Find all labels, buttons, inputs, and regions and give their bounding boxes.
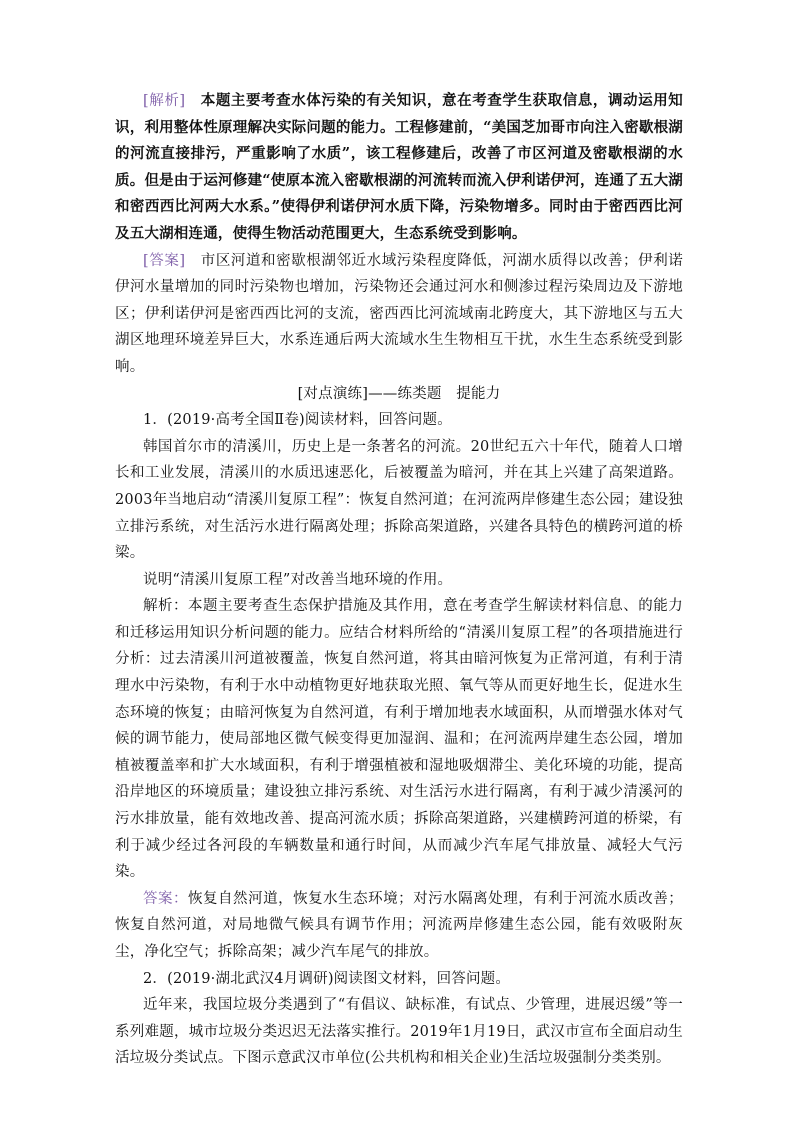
answer-tag: [答案]: [143, 252, 186, 269]
section-title: [对点演练]——练类题 提能力: [297, 385, 501, 402]
analysis-paragraph-1: [115, 88, 683, 248]
answer-paragraph-1: [115, 248, 683, 381]
analysis-text: 本题主要考查水体污染的有关知识，意在考查学生获取信息，调动运用知识，利用整体性原理解决实际问题的能力。工程修建前，“美国芝加哥市向注入密歇根湖的河流直接排污，严重影响了水质”，该工程修建后，改善了市区河道及密歇根湖的水质。但是由于运河修建“使原本流入密歇根湖的河流转而流入伊利诺伊河，连通了五大湖和密西西比河两大水系。”使得伊利诺伊河水质下降，污染物增多。同时由于密西西比河及五大湖相连通，使得生物活动范围更大，生态系统受到影响。: [115, 92, 683, 242]
answer-text: 恢复自然河道，恢复水生态环境；对污水隔离处理，有利于河流水质改善；恢复自然河道，对局地微气候具有调节作用；河流两岸修建生态公园，能有效吸附灰尘，净化空气；拆除高架；减少汽车尾气的排放。: [115, 890, 683, 960]
question-1-header: 1．(2019·高考全国Ⅱ卷)阅读材料，回答问题。: [143, 412, 452, 429]
question-1-answer: [115, 886, 683, 966]
document-content: [115, 88, 683, 1072]
answer-text: 市区河道和密歇根湖邻近水域污染程度降低，河湖水质得以改善；伊利诺伊河水量增加的同时污染物也增加，污染物还会通过河水和侧渗过程污染周边及下游地区；伊利诺伊河是密西西比河的支流，密西西比河流域南北跨度大，其下游地区与五大湖区地理环境差异巨大，水系连通后两大流域水生生物相互干扰，水生生态系统受到影响。: [115, 252, 683, 375]
question-1-material: 韩国首尔市的清溪川，历史上是一条著名的河流。20世纪五六十年代，随着人口增长和工业发展，清溪川的水质迅速恶化，后被覆盖为暗河，并在其上兴建了高架道路。2003年当地启动“清溪川复原工程”：恢复自然河道；在河流两岸修建生态公园；建设独立排污系统，对生活污水进行隔离处理；拆除高架道路，兴建各具特色的横跨河道的桥梁。: [115, 438, 683, 562]
question-2-material: 近年来，我国垃圾分类遇到了“有倡议、缺标准，有试点、少管理，进展迟缓”等一系列难题，城市垃圾分类迟迟无法落实推行。2019年1月19日，武汉市宣布全面启动生活垃圾分类试点。下图示意武汉市单位(公共机构和相关企业)生活垃圾强制分类类别。: [115, 997, 683, 1067]
answer-tag: 答案：: [143, 890, 189, 907]
analysis-tag: [解析]: [143, 93, 186, 109]
question-1-prompt: 说明“清溪川复原工程”对改善当地环境的作用。: [143, 571, 453, 588]
question-1-analysis: 解析：本题主要考查生态保护措施及其作用，意在考查学生解读材料信息、的能力和迁移运用知识分析问题的能力。应结合材料所给的“清溪川复原工程”的各项措施进行分析：过去清溪川河道被覆盖，恢复自然河道，将其由暗河恢复为正常河道，有利于清理水中污染物，有利于水中动植物更好地获取光照、氧气等从而更好地生长，促进水生态环境的恢复；由暗河恢复为自然河道，有利于增加地表水域面积，从而增强水体对气候的调节能力，使局部地区微气候变得更加湿润、温和；在河流两岸建生态公园，增加植被覆盖率和扩大水域面积，有利于增强植被和湿地吸烟滞尘、美化环境的功能，提高沿岸地区的环境质量；建设独立排污系统、对生活污水进行隔离，有利于减少清溪河的污水排放量，能有效地改善、提高河流水质；拆除高架道路，兴建横跨河道的桥梁，有利于减少经过各河段的车辆数量和通行时间，从而减少汽车尾气排放量、减轻大气污染。: [115, 598, 683, 881]
question-2-header: 2．(2019·湖北武汉4月调研)阅读图文材料，回答问题。: [143, 970, 511, 987]
